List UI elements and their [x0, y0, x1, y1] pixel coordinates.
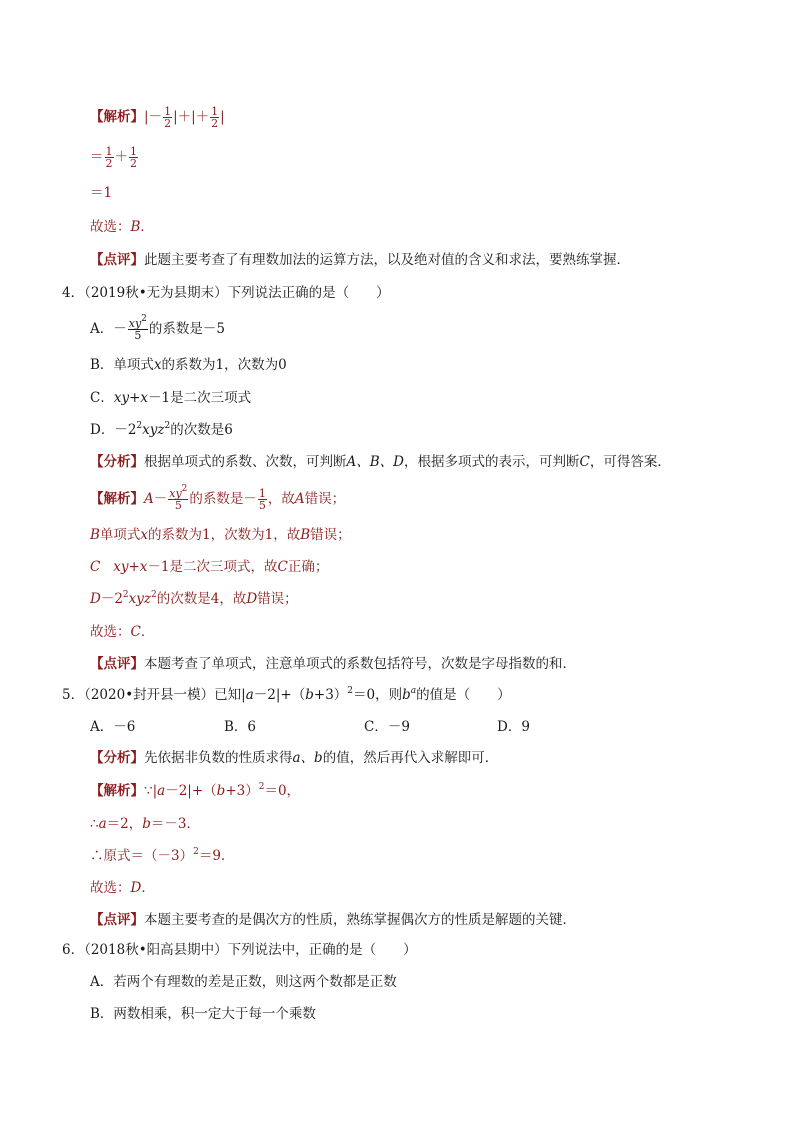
q5-option-d: D．9 — [497, 719, 530, 735]
fraction: $\frac{xy^2}{5}$ — [169, 484, 188, 512]
q5-solution-3: ∴原式$=(-3)^2=9$． — [90, 847, 235, 864]
comment-tag: 【点评】 — [90, 252, 144, 268]
q4-solution-a: 【解析】A－ $\frac{xy^2}{5}$ 的系数是－ $\frac{1}{5}$ ，故A错误； — [90, 484, 346, 512]
q5-option-c: C．－9 — [364, 719, 410, 735]
q4-stem: 4．（2019秋•无为县期末）下列说法正确的是（ ） — [62, 285, 390, 301]
q4-solution-c: C xy+x－1是二次三项式，故C正确； — [90, 559, 329, 575]
q4-comment: 【点评】本题考查了单项式，注意单项式的系数包括符号，次数是字母指数的和． — [90, 656, 576, 672]
q4-solution-b: B单项式x的系数为1，次数为1，故B错误； — [90, 527, 351, 543]
q3-analysis-line: 【解析】|－ $\frac{1}{2}$ |＋|＋ $\frac{1}{2}$ | — [90, 105, 225, 130]
q4-option-a: A．－ $\frac{xy^2}{5}$ 的系数是－5 — [90, 314, 225, 342]
q6-stem: 6．（2018秋•阳高县期中）下列说法中，正确的是（ ） — [62, 942, 417, 958]
fraction: $\frac{1}{2}$ — [164, 105, 172, 130]
q4-option-b: B．单项式x的系数为1，次数为0 — [90, 357, 287, 373]
q6-option-b: B．两数相乘，积一定大于每一个乘数 — [90, 1006, 316, 1022]
analysis-tag: 【分析】 — [90, 750, 144, 766]
q3-step-2: ＝ $\frac{1}{2}$ ＋ $\frac{1}{2}$ — [90, 145, 137, 170]
q4-option-c: C．xy+x－1是二次三项式 — [90, 390, 252, 406]
q5-solution-2: ∴a＝2，b＝－3． — [90, 816, 200, 832]
q3-step-3: ＝1 — [90, 185, 113, 201]
solution-tag: 【解析】 — [90, 491, 144, 507]
q3-answer: 故选：B． — [90, 219, 154, 235]
fraction: $\frac{1}{2}$ — [130, 145, 137, 170]
fraction: $\frac{xy^2}{5}$ — [128, 314, 147, 342]
q4-answer: 故选：C． — [90, 624, 155, 640]
q5-solution-1: 【解析】$\because|a-2|+(b+3)^2=0$， — [90, 782, 301, 799]
q5-stem: 5．（2020•封开县一模）已知$|a-2|+(b+3)^2=0$，则$b^a$的值是（ ） — [62, 686, 511, 703]
q5-option-a: A．－6 — [90, 719, 136, 735]
q5-analysis-fenxi: 【分析】先依据非负数的性质求得a、b的值，然后再代入求解即可． — [90, 750, 499, 766]
analysis-tag: 【解析】 — [90, 109, 144, 125]
q4-analysis-fenxi: 【分析】根据单项式的系数、次数，可判断A、B、D，根据多项式的表示，可判断C，可得答案． — [90, 454, 671, 470]
solution-tag: 【解析】 — [90, 783, 144, 799]
q5-comment: 【点评】本题主要考查的是偶次方的性质，熟练掌握偶次方的性质是解题的关键． — [90, 912, 576, 928]
analysis-tag: 【分析】 — [90, 454, 144, 470]
q4-solution-d: $D-2^2xyz^2$的次数是4，故D错误； — [90, 590, 298, 607]
q6-option-a: A．若两个有理数的差是正数，则这两个数都是正数 — [90, 974, 397, 990]
comment-tag: 【点评】 — [90, 656, 144, 672]
fraction: $\frac{1}{5}$ — [258, 487, 266, 512]
comment-tag: 【点评】 — [90, 912, 144, 928]
fraction: $\frac{1}{2}$ — [211, 105, 219, 130]
fraction: $\frac{1}{2}$ — [105, 145, 113, 170]
q5-answer: 故选：D． — [90, 880, 155, 896]
q5-option-b: B．6 — [224, 719, 257, 735]
q4-option-d: D．$-2^2xyz^2$的次数是6 — [90, 421, 233, 438]
q3-comment: 【点评】此题主要考查了有理数加法的运算方法，以及绝对值的含义和求法，要熟练掌握． — [90, 252, 630, 268]
